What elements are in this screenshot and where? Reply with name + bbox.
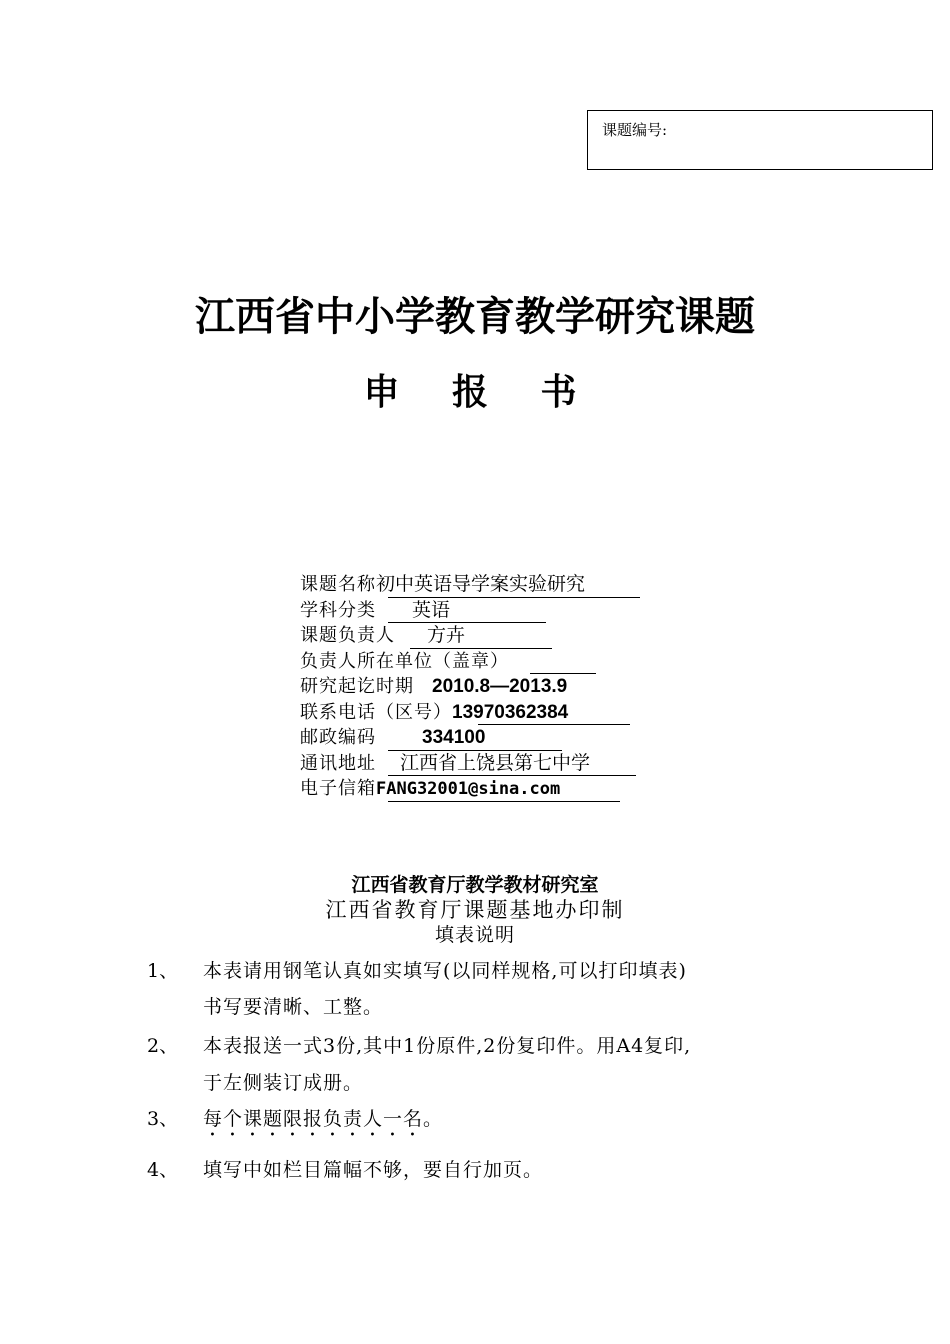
field-phone (300, 701, 590, 727)
field-project-name (300, 573, 590, 599)
field-postcode (300, 726, 590, 752)
item-number: 3、 (147, 1108, 179, 1130)
field-unit (300, 650, 590, 676)
field-period (300, 675, 590, 701)
field-value: 方卉 (427, 625, 466, 646)
document-subtitle: 申 报 书 (363, 372, 597, 413)
application-fields (300, 573, 590, 803)
field-email (300, 777, 590, 803)
printing-office: 江西省教育厅课题基地办印制 (325, 898, 625, 922)
field-label: 电子信箱 (300, 778, 376, 799)
field-label: 学科分类 (300, 599, 376, 621)
instructions-heading: 填表说明 (434, 924, 515, 946)
field-label: 通讯地址 (300, 752, 376, 774)
document-title: 江西省中小学教育教学研究课题 (195, 294, 755, 340)
item-text: 填写中如栏目篇幅不够，要自行加页。 (203, 1159, 544, 1181)
underline (388, 750, 562, 751)
underline (478, 724, 630, 725)
field-subject (300, 599, 590, 625)
field-value: FANG32001@sina.com (376, 779, 561, 799)
field-value: 江西省上饶县第七中学 (400, 752, 591, 774)
field-value: 初中英语导学案实验研究 (376, 574, 586, 595)
field-leader (300, 624, 590, 650)
project-number-label: 课题编号: (602, 121, 668, 139)
field-value: 13970362384 (452, 701, 569, 723)
item-text: 本表请用钢笔认真如实填写(以同样规格,可以打印填表) (203, 960, 687, 982)
field-label: 研究起讫时期 (300, 676, 414, 697)
field-value: 2010.8—2013.9 (432, 676, 568, 697)
field-label: 联系电话（区号） (300, 701, 452, 723)
field-value: 英语 (412, 599, 451, 621)
project-number-box (587, 110, 933, 170)
item-text: 书写要清晰、工整。 (203, 996, 384, 1018)
item-text: 每个课题限报负责人一名。 (203, 1108, 444, 1130)
item-number: 4、 (147, 1159, 179, 1181)
item-number: 1、 (147, 960, 179, 982)
item-text: 于左侧装订成册。 (203, 1072, 364, 1094)
issuing-office: 江西省教育厅教学教材研究室 (351, 874, 599, 896)
field-label: 邮政编码 (300, 727, 376, 748)
underline (388, 597, 640, 598)
field-value: 334100 (422, 727, 486, 748)
field-label: 课题名称 (300, 574, 376, 595)
field-label: 负责人所在单位（盖章） (300, 650, 509, 672)
underline (530, 673, 596, 674)
underline (388, 775, 636, 776)
underline (388, 622, 546, 623)
item-text: 本表报送一式3份,其中1份原件,2份复印件。用A4复印, (203, 1035, 692, 1057)
field-label: 课题负责人 (300, 625, 395, 646)
underline (410, 648, 552, 649)
underline (388, 801, 620, 802)
item-number: 2、 (147, 1035, 179, 1057)
field-address (300, 752, 590, 778)
